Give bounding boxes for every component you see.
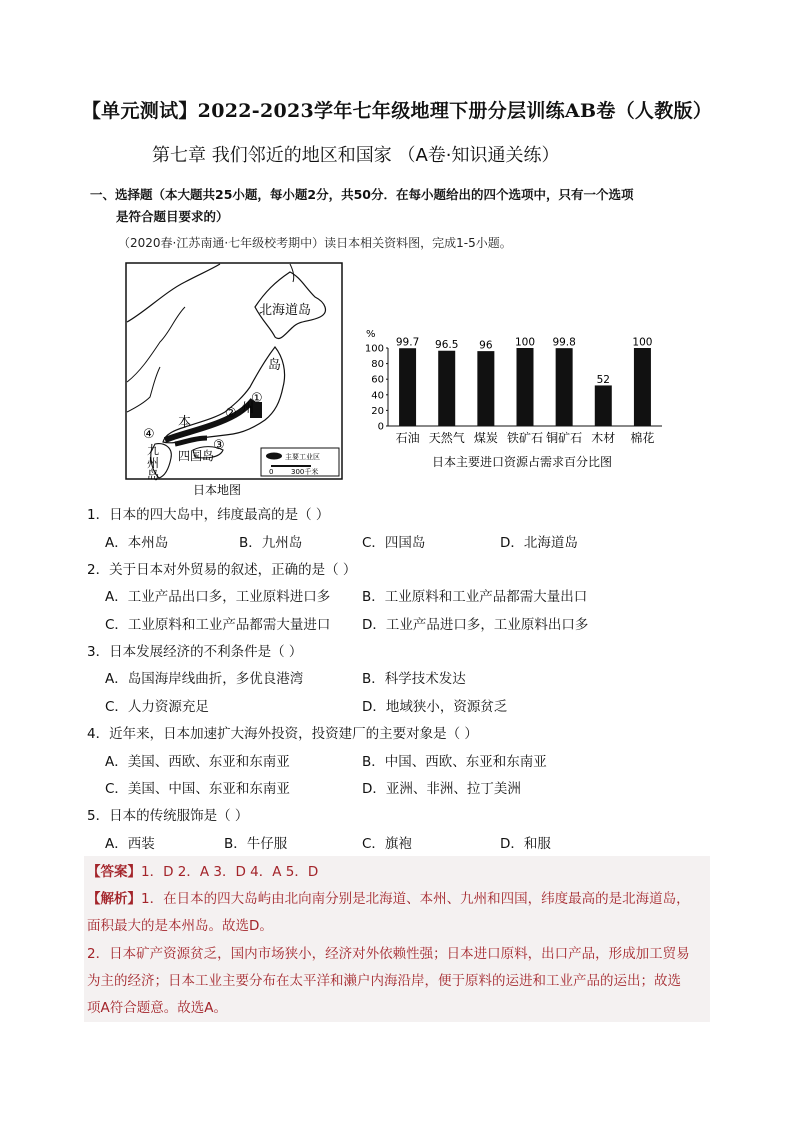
chart-ytick-label: 0 bbox=[377, 421, 384, 433]
japan-map bbox=[125, 262, 345, 502]
question-5-stem: 5．日本的传统服饰是（ ） bbox=[87, 808, 249, 824]
answer-label: 【答案】 bbox=[87, 864, 141, 880]
q2-option-d[interactable]: D．工业产品进口多，工业原料出口多 bbox=[362, 617, 589, 633]
chart-bar bbox=[634, 348, 651, 426]
chart-value-label: 52 bbox=[596, 373, 610, 386]
chart-value-label: 100 bbox=[514, 336, 536, 349]
chart-value-label: 99.8 bbox=[552, 336, 576, 349]
q3-option-c[interactable]: C．人力资源充足 bbox=[105, 699, 209, 715]
page-title: 【单元测试】2022-2023学年七年级地理下册分层训练AB卷（人教版） bbox=[81, 100, 713, 122]
analysis-label: 【解析】 bbox=[87, 891, 141, 907]
page-subtitle: 第七章 我们邻近的地区和国家 （A卷·知识通关练） bbox=[152, 145, 560, 166]
legend-scale-300: 300千米 bbox=[291, 468, 319, 476]
chart-ytick-label: 20 bbox=[371, 405, 384, 417]
question-intro: （2020春·江苏南通·七年级校考期中）读日本相关资料图，完成1-5小题。 bbox=[118, 236, 512, 250]
chart-value-label: 100 bbox=[632, 336, 653, 349]
analysis-line-2: 面积最大的是本州岛。故选D。 bbox=[87, 918, 273, 934]
q1-option-a[interactable]: A．本州岛 bbox=[105, 535, 169, 551]
chart-ytick-label: 60 bbox=[371, 374, 384, 386]
q4-option-d[interactable]: D．亚洲、非洲、拉丁美洲 bbox=[362, 781, 521, 797]
import-chart bbox=[352, 322, 672, 482]
analysis-line-4: 为主的经济；日本工业主要分布在太平洋和濑户内海沿岸，便于原料的运进和工业产品的运出；故选 bbox=[87, 973, 681, 989]
answer-line bbox=[87, 860, 318, 880]
q5-option-c[interactable]: C．旗袍 bbox=[362, 836, 412, 852]
label-kyushu-2: 州 bbox=[147, 456, 160, 470]
label-honshu-zhou: 州 bbox=[241, 401, 255, 416]
answer-text: 1．D 2．A 3．D 4．A 5．D bbox=[141, 864, 319, 880]
q3-option-a[interactable]: A．岛国海岸线曲折，多优良港湾 bbox=[105, 671, 304, 687]
chart-category-label: 石油 bbox=[395, 431, 420, 445]
chart-value-label: 99.7 bbox=[395, 336, 420, 349]
chart-bar bbox=[556, 348, 573, 426]
chart-category-label: 铜矿石 bbox=[546, 431, 583, 445]
question-1-stem: 1．日本的四大岛中，纬度最高的是（ ） bbox=[87, 507, 330, 523]
question-3-stem: 3．日本发展经济的不利条件是（ ） bbox=[87, 644, 303, 660]
label-honshu-dao: 岛 bbox=[268, 358, 282, 373]
section-heading: 一、选择题（本大题共25小题，每小题2分，共50分．在每小题给出的四个选项中，只有一个选项 bbox=[90, 187, 634, 202]
chart-category-label: 棉花 bbox=[630, 431, 655, 445]
chart-bar bbox=[595, 385, 612, 426]
label-n2: ② bbox=[225, 406, 237, 421]
q5-option-b[interactable]: B．牛仔服 bbox=[224, 836, 288, 852]
chart-value-label: 96.5 bbox=[435, 339, 459, 352]
chart-category-label: 天然气 bbox=[428, 431, 465, 445]
legend-scale-0: 0 bbox=[269, 468, 274, 476]
q1-option-d[interactable]: D．北海道岛 bbox=[500, 535, 578, 551]
label-n1: ① bbox=[251, 391, 263, 406]
chart-bar bbox=[477, 351, 494, 426]
chart-ytick-label: 40 bbox=[371, 390, 384, 402]
chart-title: 日本主要进口资源占需求百分比图 bbox=[431, 455, 613, 469]
chart-ylabel: % bbox=[366, 329, 376, 340]
chart-category-label: 铁矿石 bbox=[506, 431, 544, 445]
analysis-line-1 bbox=[87, 887, 690, 907]
chart-ytick-label: 80 bbox=[371, 359, 384, 371]
q1-option-b[interactable]: B．九州岛 bbox=[239, 535, 303, 551]
section-heading-cont: 是符合题目要求的） bbox=[116, 209, 229, 224]
q2-option-a[interactable]: A．工业产品出口多，工业原料进口多 bbox=[105, 589, 331, 605]
q5-option-a[interactable]: A．西装 bbox=[105, 836, 155, 852]
chart-ytick-label: 100 bbox=[364, 343, 384, 355]
label-n4: ④ bbox=[143, 427, 155, 442]
q4-option-c[interactable]: C．美国、中国、东亚和东南亚 bbox=[105, 781, 290, 797]
q3-option-d[interactable]: D．地域狭小，资源贫乏 bbox=[362, 699, 508, 715]
q2-option-b[interactable]: B．工业原料和工业产品都需大量出口 bbox=[362, 589, 588, 605]
chart-bar bbox=[399, 348, 416, 426]
label-shikoku: 四国岛 bbox=[178, 449, 215, 463]
analysis-line-3: 2．日本矿产资源贫乏，国内市场狭小，经济对外依赖性强；日本进口原料，出口产品，形成加工贸易 bbox=[87, 946, 690, 962]
analysis-line-5: 项A符合题意。故选A。 bbox=[87, 1000, 227, 1016]
question-2-stem: 2．关于日本对外贸易的叙述，正确的是（ ） bbox=[87, 562, 357, 578]
q5-option-d[interactable]: D．和服 bbox=[500, 836, 551, 852]
chart-category-label: 木材 bbox=[591, 431, 616, 445]
label-n3: ③ bbox=[213, 438, 225, 453]
industry-legend-icon bbox=[266, 453, 282, 460]
chart-bar bbox=[517, 348, 534, 426]
q4-option-b[interactable]: B．中国、西欧、东亚和东南亚 bbox=[362, 754, 547, 770]
q3-option-b[interactable]: B．科学技术发达 bbox=[362, 671, 466, 687]
legend-industry: 主要工业区 bbox=[285, 453, 320, 461]
label-hokkaido: 北海道岛 bbox=[259, 303, 312, 318]
q4-option-a[interactable]: A．美国、西欧、东亚和东南亚 bbox=[105, 754, 290, 770]
q1-option-c[interactable]: C．四国岛 bbox=[362, 535, 426, 551]
q2-option-c[interactable]: C．工业原料和工业产品都需大量进口 bbox=[105, 617, 331, 633]
map-caption: 日本地图 bbox=[193, 483, 242, 497]
chart-category-label: 煤炭 bbox=[473, 431, 498, 445]
analysis-text-1: 1．在日本的四大岛屿由北向南分别是北海道、本州、九州和四国，纬度最高的是北海道岛， bbox=[141, 891, 690, 907]
label-honshu-ben: 本 bbox=[178, 415, 192, 430]
question-4-stem: 4．近年来，日本加速扩大海外投资，投资建厂的主要对象是（ ） bbox=[87, 726, 478, 742]
chart-bar bbox=[438, 351, 455, 426]
label-kyushu-1: 九 bbox=[147, 443, 160, 457]
chart-value-label: 96 bbox=[479, 339, 493, 352]
label-kyushu-3: 岛 bbox=[147, 468, 160, 482]
